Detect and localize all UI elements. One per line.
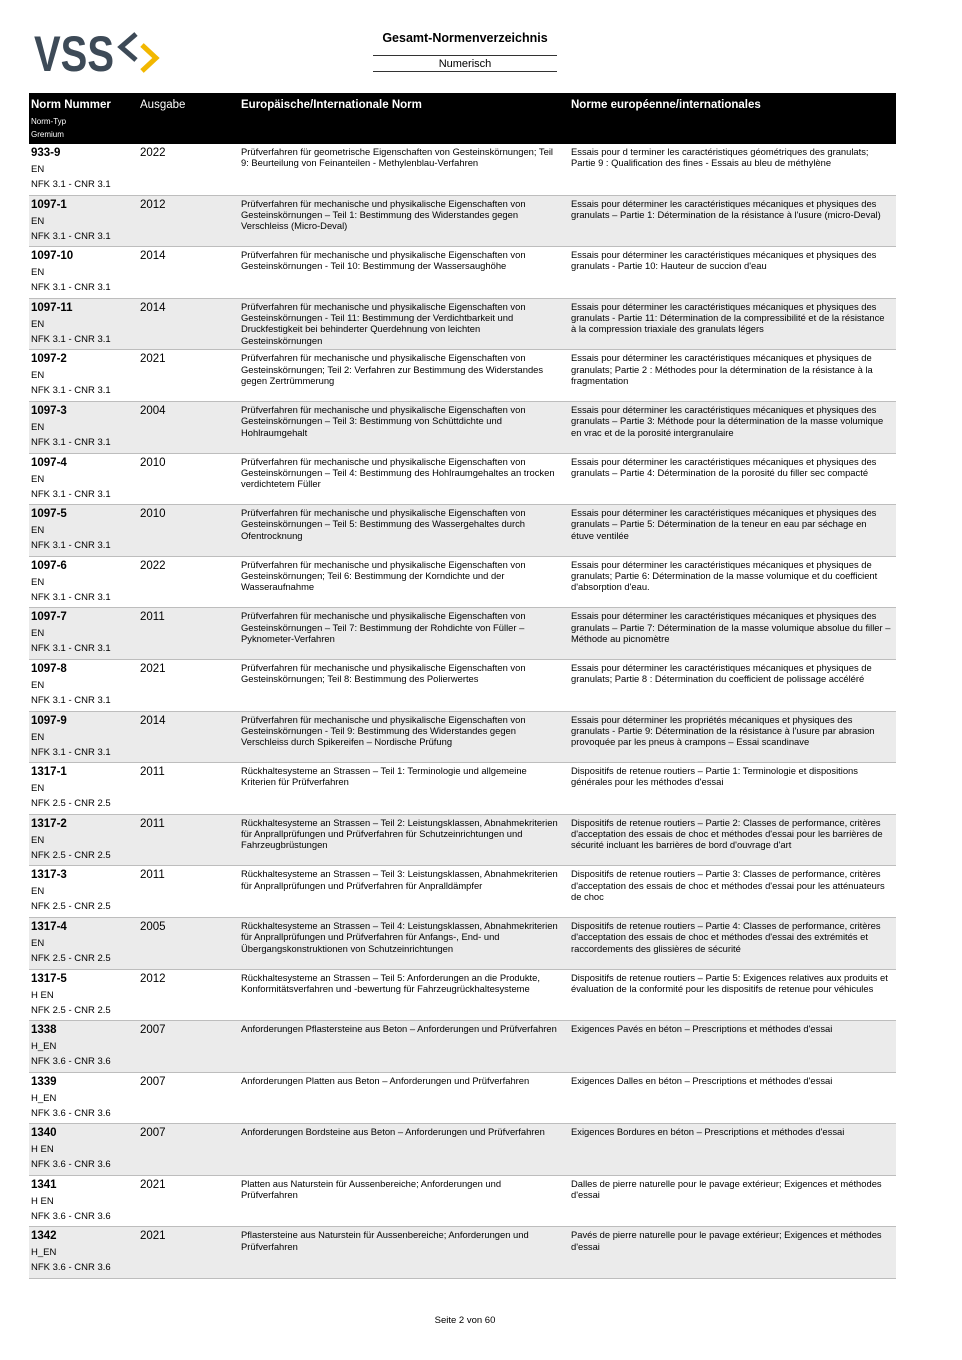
norm-title-fr: Essais pour déterminer les caractéristiques mécaniques et physiques des granulats – Partie 4: Détermination de la porosité du filler sec compacté [571, 455, 877, 478]
norm-title-fr: Essais pour déterminer les caractéristiques mécaniques et physiques des granulats – Partie 1: Détermination de la résistance à l'usure (micro-Deval) [571, 197, 881, 220]
norm-type: EN [31, 215, 45, 227]
norm-title-fr: Dispositifs de retenue routiers – Partie 3: Classes de performance, critères d'acceptation des essais de choc et méthodes d'essai pour les atténuateurs de choc [571, 868, 885, 902]
edition-year: 2012 [140, 972, 166, 985]
norm-type: EN [31, 576, 45, 588]
committee: NFK 3.6 - CNR 3.6 [31, 1159, 111, 1171]
edition-year: 2010 [140, 508, 166, 521]
norm-title-de: Anforderungen Bordsteine aus Beton – Anforderungen und Prüfverfahren [241, 1126, 545, 1138]
norm-type: EN [31, 267, 45, 279]
norm-title-fr: Dispositifs de retenue routiers – Partie 1: Terminologie et dispositions générales pour les méthodes d'essai [571, 765, 858, 788]
table-row [29, 350, 896, 402]
norm-type: EN [31, 421, 45, 433]
table-row [29, 970, 896, 1022]
header-norm-number: Norm Nummer [31, 99, 111, 111]
norm-type: EN [31, 783, 45, 795]
table-row [29, 608, 896, 660]
norm-title-fr: Essais pour déterminer les caractéristiques mécaniques et physiques des granulats – Partie 3: Méthode pour la détermination de la masse volumique en vrac et de la porosité intergranulaire [571, 403, 884, 438]
norm-type: EN [31, 318, 45, 330]
norm-title-de: Platten aus Naturstein für Aussenbereiche; Anforderungen und Prüfverfahren [241, 1177, 502, 1201]
norm-type: H EN [31, 1144, 54, 1156]
committee: NFK 2.5 - CNR 2.5 [31, 1004, 111, 1016]
norm-title-de: Prüfverfahren für mechanische und physikalische Eigenschaften von Gesteinskörnungen – Teil 5: Bestimmung des Wassergehaltes durch Ofentrocknung [241, 507, 526, 541]
norm-title-fr: Essais pour déterminer les propriétés mécaniques et physiques des granulats - Partie 9: Détermination de la résistance à l'usure par abrasion provoquée par les pneus à crampons – Essai scandinave [571, 713, 875, 748]
norm-number: 1097-10 [31, 250, 74, 263]
norm-title-de: Anforderungen Pflastersteine aus Beton – Anforderungen und Prüfverfahren [241, 1023, 557, 1035]
norm-title-fr: Dispositifs de retenue routiers – Partie 4: Classes de performance, critères d'acceptation des essais de choc et méthodes d'essai des extrémités et raccordements des glissières de sécurité [571, 919, 881, 954]
committee: NFK 3.6 - CNR 3.6 [31, 1056, 111, 1068]
norm-title-de: Rückhaltesysteme an Strassen – Teil 5: Anforderungen an die Produkte, Konformitätsverfahren und -bewertung für Fahrzeugrückhaltesysteme [241, 971, 540, 994]
norm-number: 1340 [31, 1127, 57, 1140]
header-european-norm: Europäische/Internationale Norm [241, 99, 422, 111]
norm-title-de: Prüfverfahren für mechanische und physikalische Eigenschaften von Gesteinskörnungen – Teil 3: Bestimmung von Schüttdichte und Hohlraumgehalt [241, 403, 526, 438]
edition-year: 2004 [140, 404, 166, 417]
norm-number: 1097-3 [31, 404, 67, 417]
norm-number: 1097-11 [31, 301, 73, 314]
edition-year: 2010 [140, 456, 166, 469]
norm-title-de: Prüfverfahren für mechanische und physikalische Eigenschaften von Gesteinskörnungen; Teil 2: Verfahren zur Bestimmung des Widerstandes gegen Zertrümmerung [241, 352, 544, 386]
committee: NFK 2.5 - CNR 2.5 [31, 849, 111, 861]
norm-number: 1097-1 [31, 198, 67, 211]
norm-title-fr: Essais pour déterminer les caractéristiques mécaniques et physiques de granulats; Partie 8 : Détermination du coefficient de polissage accéléré [571, 661, 872, 685]
norm-title-de: Prüfverfahren für mechanische und physikalische Eigenschaften von Gesteinskörnungen - Teil 9: Bestimmung des Widerstandes gegen Verschleiss durch Spikereifen – Nordische Prüfung [241, 713, 526, 748]
table-body [29, 144, 896, 1279]
norm-type: EN [31, 370, 45, 382]
norm-type: EN [31, 628, 45, 640]
norm-number: 1097-8 [31, 662, 67, 675]
committee: NFK 3.6 - CNR 3.6 [31, 1210, 111, 1222]
edition-year: 2011 [140, 817, 165, 830]
header-edition: Ausgabe [140, 99, 186, 111]
norm-title-fr: Essais pour déterminer les caractéristiques mécaniques et physiques de granulats; Partie 6: Détermination de la masse volumique et du coefficient d'absorption d'eau. [571, 558, 878, 593]
edition-year: 2007 [140, 1127, 166, 1140]
norm-number: 1317-5 [31, 972, 67, 985]
norm-title-fr: Dispositifs de retenue routiers – Partie 5: Exigences relatives aux produits et évaluation de la conformité pour les dispositifs de retenue pour véhicules [571, 971, 888, 994]
norm-type: H EN [31, 989, 54, 1001]
norm-title-fr: Dalles de pierre naturelle pour le pavage extérieur; Exigences et méthodes d'essai [571, 1177, 882, 1201]
header-committee: Gremium [31, 130, 64, 139]
vss-logo [34, 30, 160, 76]
committee: NFK 2.5 - CNR 2.5 [31, 901, 111, 913]
committee: NFK 3.1 - CNR 3.1 [31, 540, 111, 552]
norm-title-fr: Essais pour déterminer les caractéristiques mécaniques et physiques des granulats – Partie 5: Détermination de la teneur en eau par séchage en étuve ventilée [571, 507, 877, 541]
norm-number: 1097-2 [31, 353, 67, 366]
norm-title-de: Prüfverfahren für mechanische und physikalische Eigenschaften von Gesteinskörnungen; Teil 6: Bestimmung der Korndichte und der Wasseraufnahme [241, 558, 526, 593]
norm-number: 1342 [31, 1230, 57, 1243]
norm-title-de: Pflastersteine aus Naturstein für Aussenbereiche; Anforderungen und Prüfverfahren [241, 1229, 529, 1252]
edition-year: 2022 [140, 559, 166, 572]
norm-title-fr: Essais pour déterminer les caractéristiques mécaniques et physiques des granulats - Partie 11: Détermination de la compressibilité et de la résistance à la compression triaxiale des granulats légers [571, 300, 885, 335]
table-row [29, 1176, 896, 1228]
norm-type: EN [31, 937, 45, 949]
norm-number: 1097-7 [31, 611, 67, 624]
norm-title-de: Prüfverfahren für mechanische und physikalische Eigenschaften von Gesteinskörnungen – Teil 4: Bestimmung des Hohlraumgehaltes an trocken verdichtetem Füller [241, 455, 555, 490]
norm-title-fr: Essais pour déterminer les caractéristiques mécaniques et physiques des granulats - Partie 10: Hauteur de succion d'eau [571, 249, 877, 272]
edition-year: 2021 [140, 1230, 166, 1243]
norm-number: 1317-3 [31, 869, 67, 882]
edition-year: 2007 [140, 1024, 166, 1037]
norm-type: H_EN [31, 1041, 57, 1053]
edition-year: 2007 [140, 1075, 166, 1088]
norm-type: H EN [31, 1195, 54, 1207]
norm-title-de: Prüfverfahren für mechanische und physikalische Eigenschaften von Gesteinskörnungen – Teil 7: Bestimmung der Rohdichte von Füller – Pyknometer-Verfahren [241, 610, 526, 644]
table-row [29, 144, 896, 196]
committee: NFK 3.1 - CNR 3.1 [31, 591, 111, 603]
committee: NFK 3.1 - CNR 3.1 [31, 333, 111, 345]
norm-number: 1317-2 [31, 817, 67, 830]
page-footer: Seite 2 von 60 [434, 1315, 496, 1326]
edition-year: 2011 [140, 869, 165, 882]
norm-title-de: Prüfverfahren für mechanische und physikalische Eigenschaften von Gesteinskörnungen – Teil 1: Bestimmung des Widerstandes gegen Verschleiss (Micro-Deval) [241, 197, 526, 232]
norm-number: 1317-1 [31, 766, 67, 779]
document-title: Gesamt-Normenverzeichnis [382, 31, 548, 45]
table-row [29, 815, 896, 867]
table-row [29, 557, 896, 609]
committee: NFK 3.1 - CNR 3.1 [31, 230, 111, 242]
norm-title-fr: Dispositifs de retenue routiers – Partie 2: Classes de performance, critères d'acceptation des essais de choc et méthodes d'essai pour les barrières de sécurité incluant les barrières de bord d'ouvrage d'art [571, 816, 883, 851]
table-row [29, 1227, 896, 1279]
norm-type: EN [31, 473, 45, 485]
norm-number: 1097-6 [31, 559, 67, 572]
norm-number: 1097-5 [31, 508, 67, 521]
committee: NFK 3.1 - CNR 3.1 [31, 488, 111, 500]
edition-year: 2021 [140, 1178, 166, 1191]
norm-type: EN [31, 886, 45, 898]
table-row [29, 1073, 896, 1125]
norm-title-fr: Essais pour d terminer les caractéristiques géométriques des granulats; Partie 9 : Qualification des fines - Essais au bleu de méthylène [571, 146, 869, 169]
norm-type: H_EN [31, 1247, 57, 1259]
norm-type: EN [31, 731, 45, 743]
table-row [29, 660, 896, 712]
edition-year: 2005 [140, 920, 166, 933]
committee: NFK 3.1 - CNR 3.1 [31, 694, 111, 706]
norm-title-de: Prüfverfahren für mechanische und physikalische Eigenschaften von Gesteinskörnungen; Teil 8: Bestimmung des Polierwertes [241, 661, 526, 685]
norm-number: 1339 [31, 1075, 57, 1088]
norm-type: EN [31, 834, 45, 846]
norm-number: 1097-4 [31, 456, 67, 469]
table-row [29, 1021, 896, 1073]
norm-title-de: Rückhaltesysteme an Strassen – Teil 1: Terminologie und allgemeine Kriterien für Prüfverfahren [241, 765, 527, 788]
norm-title-de: Rückhaltesysteme an Strassen – Teil 2: Leistungsklassen, Abnahmekriterien für Anprallprüfungen und Prüfverfahren für Schutzeinrichtungen und Fahrzeugbrüstungen [241, 816, 558, 851]
norm-number: 1317-4 [31, 920, 67, 933]
norm-title-fr: Exigences Dalles en béton – Prescriptions et méthodes d'essai [571, 1074, 833, 1086]
committee: NFK 3.1 - CNR 3.1 [31, 385, 111, 397]
committee: NFK 3.1 - CNR 3.1 [31, 746, 111, 758]
table-row [29, 299, 896, 351]
committee: NFK 3.1 - CNR 3.1 [31, 179, 111, 190]
committee: NFK 3.6 - CNR 3.6 [31, 1262, 111, 1274]
norm-type: EN [31, 525, 45, 537]
table-row [29, 247, 896, 299]
table-row [29, 1124, 896, 1176]
norm-number: 1097-9 [31, 714, 67, 727]
table-row [29, 196, 896, 248]
norm-type: EN [31, 679, 45, 691]
norm-title-fr: Essais pour déterminer les caractéristiques mécaniques et physiques de granulats; Partie 2 : Méthodes pour la détermination de la résistance à la fragmentation [571, 352, 873, 386]
norm-title-fr: Exigences Bordures en béton – Prescriptions et méthodes d'essai [571, 1126, 845, 1138]
edition-year: 2012 [140, 198, 166, 211]
committee: NFK 2.5 - CNR 2.5 [31, 952, 111, 964]
table-row [29, 454, 896, 506]
header-norm-type: Norm-Typ [31, 117, 67, 126]
committee: NFK 2.5 - CNR 2.5 [31, 798, 111, 810]
edition-year: 2022 [140, 147, 166, 159]
norm-title-de: Rückhaltesysteme an Strassen – Teil 3: Leistungsklassen, Abnahmekriterien für Anprallprüfungen und Prüfverfahren für Anpralldämpfer [241, 868, 558, 891]
norm-number: 933-9 [31, 147, 61, 159]
edition-year: 2011 [140, 611, 165, 624]
edition-year: 2021 [140, 353, 166, 366]
svg-text:VSS: VSS [34, 30, 114, 76]
norm-number: 1341 [31, 1178, 57, 1191]
committee: NFK 3.1 - CNR 3.1 [31, 436, 111, 448]
table-row [29, 918, 896, 970]
norm-title-de: Anforderungen Platten aus Beton – Anforderungen und Prüfverfahren [241, 1074, 530, 1086]
table-row [29, 866, 896, 918]
norm-title-de: Prüfverfahren für geometrische Eigenschaften von Gesteinskörnungen; Teil 9: Beurteilung von Feinanteilen - Methylenblau-Verfahren [241, 146, 553, 169]
table-row [29, 402, 896, 454]
norm-type: H_EN [31, 1092, 57, 1104]
norm-title-de: Prüfverfahren für mechanische und physikalische Eigenschaften von Gesteinskörnungen - Teil 10: Bestimmung der Wassersaughöhe [241, 249, 526, 272]
norm-type: EN [31, 164, 45, 175]
committee: NFK 3.1 - CNR 3.1 [31, 643, 111, 655]
edition-year: 2021 [140, 662, 166, 675]
norms-table [29, 93, 896, 1279]
committee: NFK 3.6 - CNR 3.6 [31, 1107, 111, 1119]
edition-year: 2014 [140, 301, 166, 314]
edition-year: 2011 [140, 766, 165, 779]
norm-title-fr: Exigences Pavés en béton – Prescriptions et méthodes d'essai [571, 1023, 833, 1035]
edition-year: 2014 [140, 250, 166, 263]
table-header [29, 93, 896, 144]
norm-number: 1338 [31, 1024, 57, 1037]
document-subtitle: Numerisch [373, 55, 557, 72]
table-row [29, 505, 896, 557]
norm-title-fr: Pavés de pierre naturelle pour le pavage extérieur; Exigences et méthodes d'essai [571, 1229, 882, 1252]
norm-title-de: Prüfverfahren für mechanische und physikalische Eigenschaften von Gesteinskörnungen - Teil 11: Bestimmung der Verdichtbarkeit und Druckfestigkeit bei behinderter Querdehnung von leichten Gesteinskörnungen [241, 300, 526, 346]
table-row [29, 763, 896, 815]
committee: NFK 3.1 - CNR 3.1 [31, 282, 111, 294]
norm-title-fr: Essais pour déterminer les caractéristiques mécaniques et physiques des granulats – Partie 7: Détermination de la masse volumique absolue du filler – Méthode au picnomètre [571, 610, 891, 644]
edition-year: 2014 [140, 714, 166, 727]
table-row [29, 712, 896, 764]
header-norme-europeenne: Norme européenne/internationales [571, 99, 761, 111]
norm-title-de: Rückhaltesysteme an Strassen – Teil 4: Leistungsklassen, Abnahmekriterien für Anprallprüfungen und Prüfverfahren für Anfangs-, End- und Übergangskonstruktionen von Schutzeinrichtungen [241, 919, 558, 954]
